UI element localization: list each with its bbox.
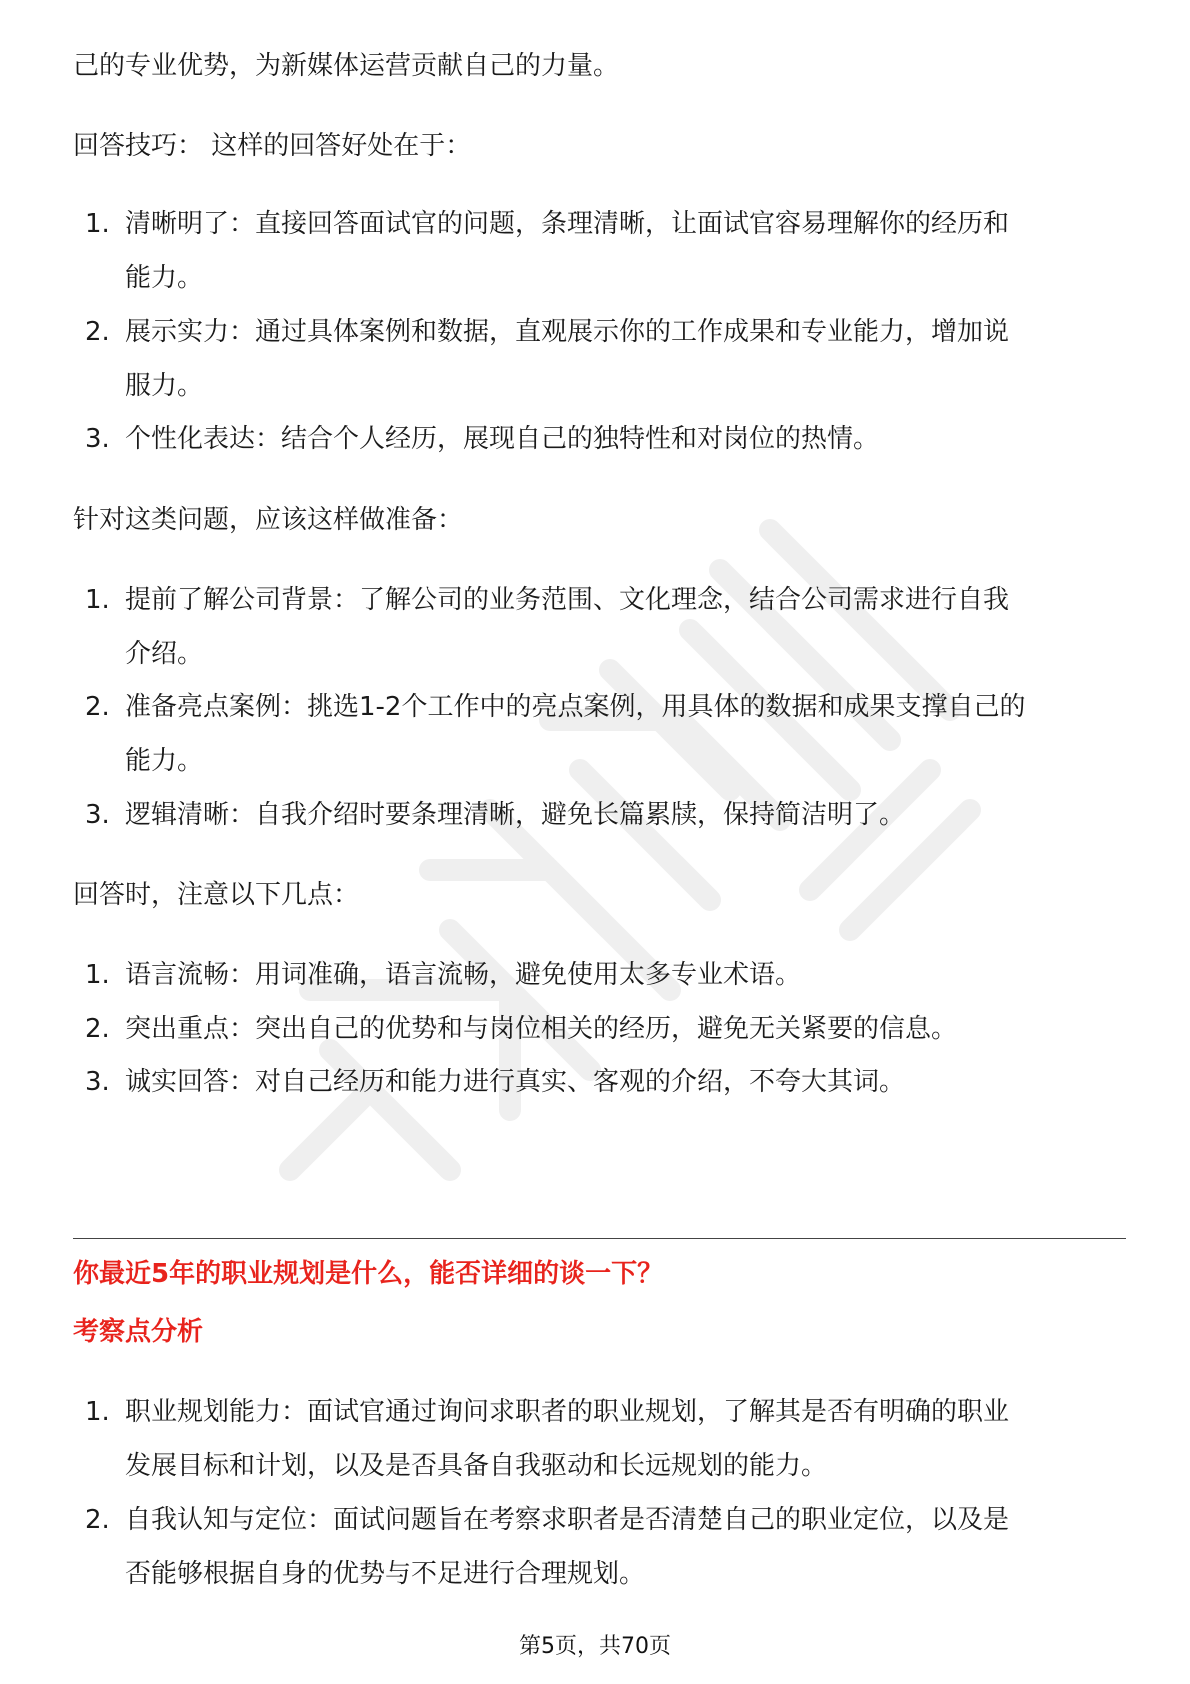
intro-tail-text: 己的专业优势，为新媒体运营贡献自己的力量。 (73, 51, 620, 81)
list-number: 1. (85, 960, 110, 990)
prep-item-2 (85, 689, 1025, 725)
list-text: 展示实力：通过具体案例和数据，直观展示你的工作成果和专业能力，增加说 (125, 317, 1010, 347)
notes-item-2 (85, 1011, 957, 1047)
tips-item-1-cont: 能力。 (125, 263, 204, 293)
list-number: 3. (85, 1067, 110, 1097)
section-divider (73, 1238, 1126, 1239)
analysis-item-2 (85, 1502, 1009, 1538)
analysis-heading: 考察点分析 (73, 1317, 204, 1347)
prep-item-1 (85, 582, 1009, 618)
list-number: 2. (85, 1505, 110, 1535)
notes-item-3 (85, 1064, 905, 1100)
tips-item-1 (85, 206, 1009, 242)
list-number: 2. (85, 317, 110, 347)
notes-heading: 回答时，注意以下几点： (73, 880, 360, 910)
tips-heading: 回答技巧： 这样的回答好处在于： (73, 131, 472, 161)
list-text: 诚实回答：对自己经历和能力进行真实、客观的介绍，不夸大其词。 (125, 1067, 906, 1097)
question-heading: 你最近5年的职业规划是什么，能否详细的谈一下？ (73, 1259, 664, 1289)
list-number: 2. (85, 692, 110, 722)
list-text: 逻辑清晰：自我介绍时要条理清晰，避免长篇累牍，保持简洁明了。 (125, 800, 906, 830)
page-number: 第5页，共70页 (519, 1634, 671, 1659)
list-text: 准备亮点案例：挑选1-2个工作中的亮点案例，用具体的数据和成果支撑自己的 (125, 692, 1026, 722)
analysis-item-2-cont: 否能够根据自身的优势与不足进行合理规划。 (125, 1559, 646, 1589)
notes-item-1 (85, 957, 801, 993)
list-text: 语言流畅：用词准确，语言流畅，避免使用太多专业术语。 (125, 960, 802, 990)
analysis-item-1 (85, 1394, 1009, 1430)
prep-item-1-cont: 介绍。 (125, 639, 204, 669)
list-number: 1. (85, 209, 110, 239)
prep-item-2-cont: 能力。 (125, 746, 204, 776)
prep-heading: 针对这类问题，应该这样做准备： (73, 505, 464, 535)
list-text: 清晰明了：直接回答面试官的问题，条理清晰，让面试官容易理解你的经历和 (125, 209, 1010, 239)
list-number: 3. (85, 800, 110, 830)
list-number: 1. (85, 585, 110, 615)
list-text: 职业规划能力：面试官通过询问求职者的职业规划，了解其是否有明确的职业 (125, 1397, 1010, 1427)
list-text: 提前了解公司背景：了解公司的业务范围、文化理念，结合公司需求进行自我 (125, 585, 1010, 615)
tips-item-2-cont: 服力。 (125, 371, 204, 401)
list-number: 3. (85, 424, 110, 454)
list-number: 1. (85, 1397, 110, 1427)
prep-item-3 (85, 797, 905, 833)
tips-item-2 (85, 314, 1009, 350)
tips-item-3 (85, 421, 879, 457)
list-text: 个性化表达：结合个人经历，展现自己的独特性和对岗位的热情。 (125, 424, 880, 454)
analysis-item-1-cont: 发展目标和计划，以及是否具备自我驱动和长远规划的能力。 (125, 1451, 828, 1481)
list-number: 2. (85, 1014, 110, 1044)
list-text: 突出重点：突出自己的优势和与岗位相关的经历，避免无关紧要的信息。 (125, 1014, 958, 1044)
list-text: 自我认知与定位：面试问题旨在考察求职者是否清楚自己的职业定位，以及是 (125, 1505, 1010, 1535)
